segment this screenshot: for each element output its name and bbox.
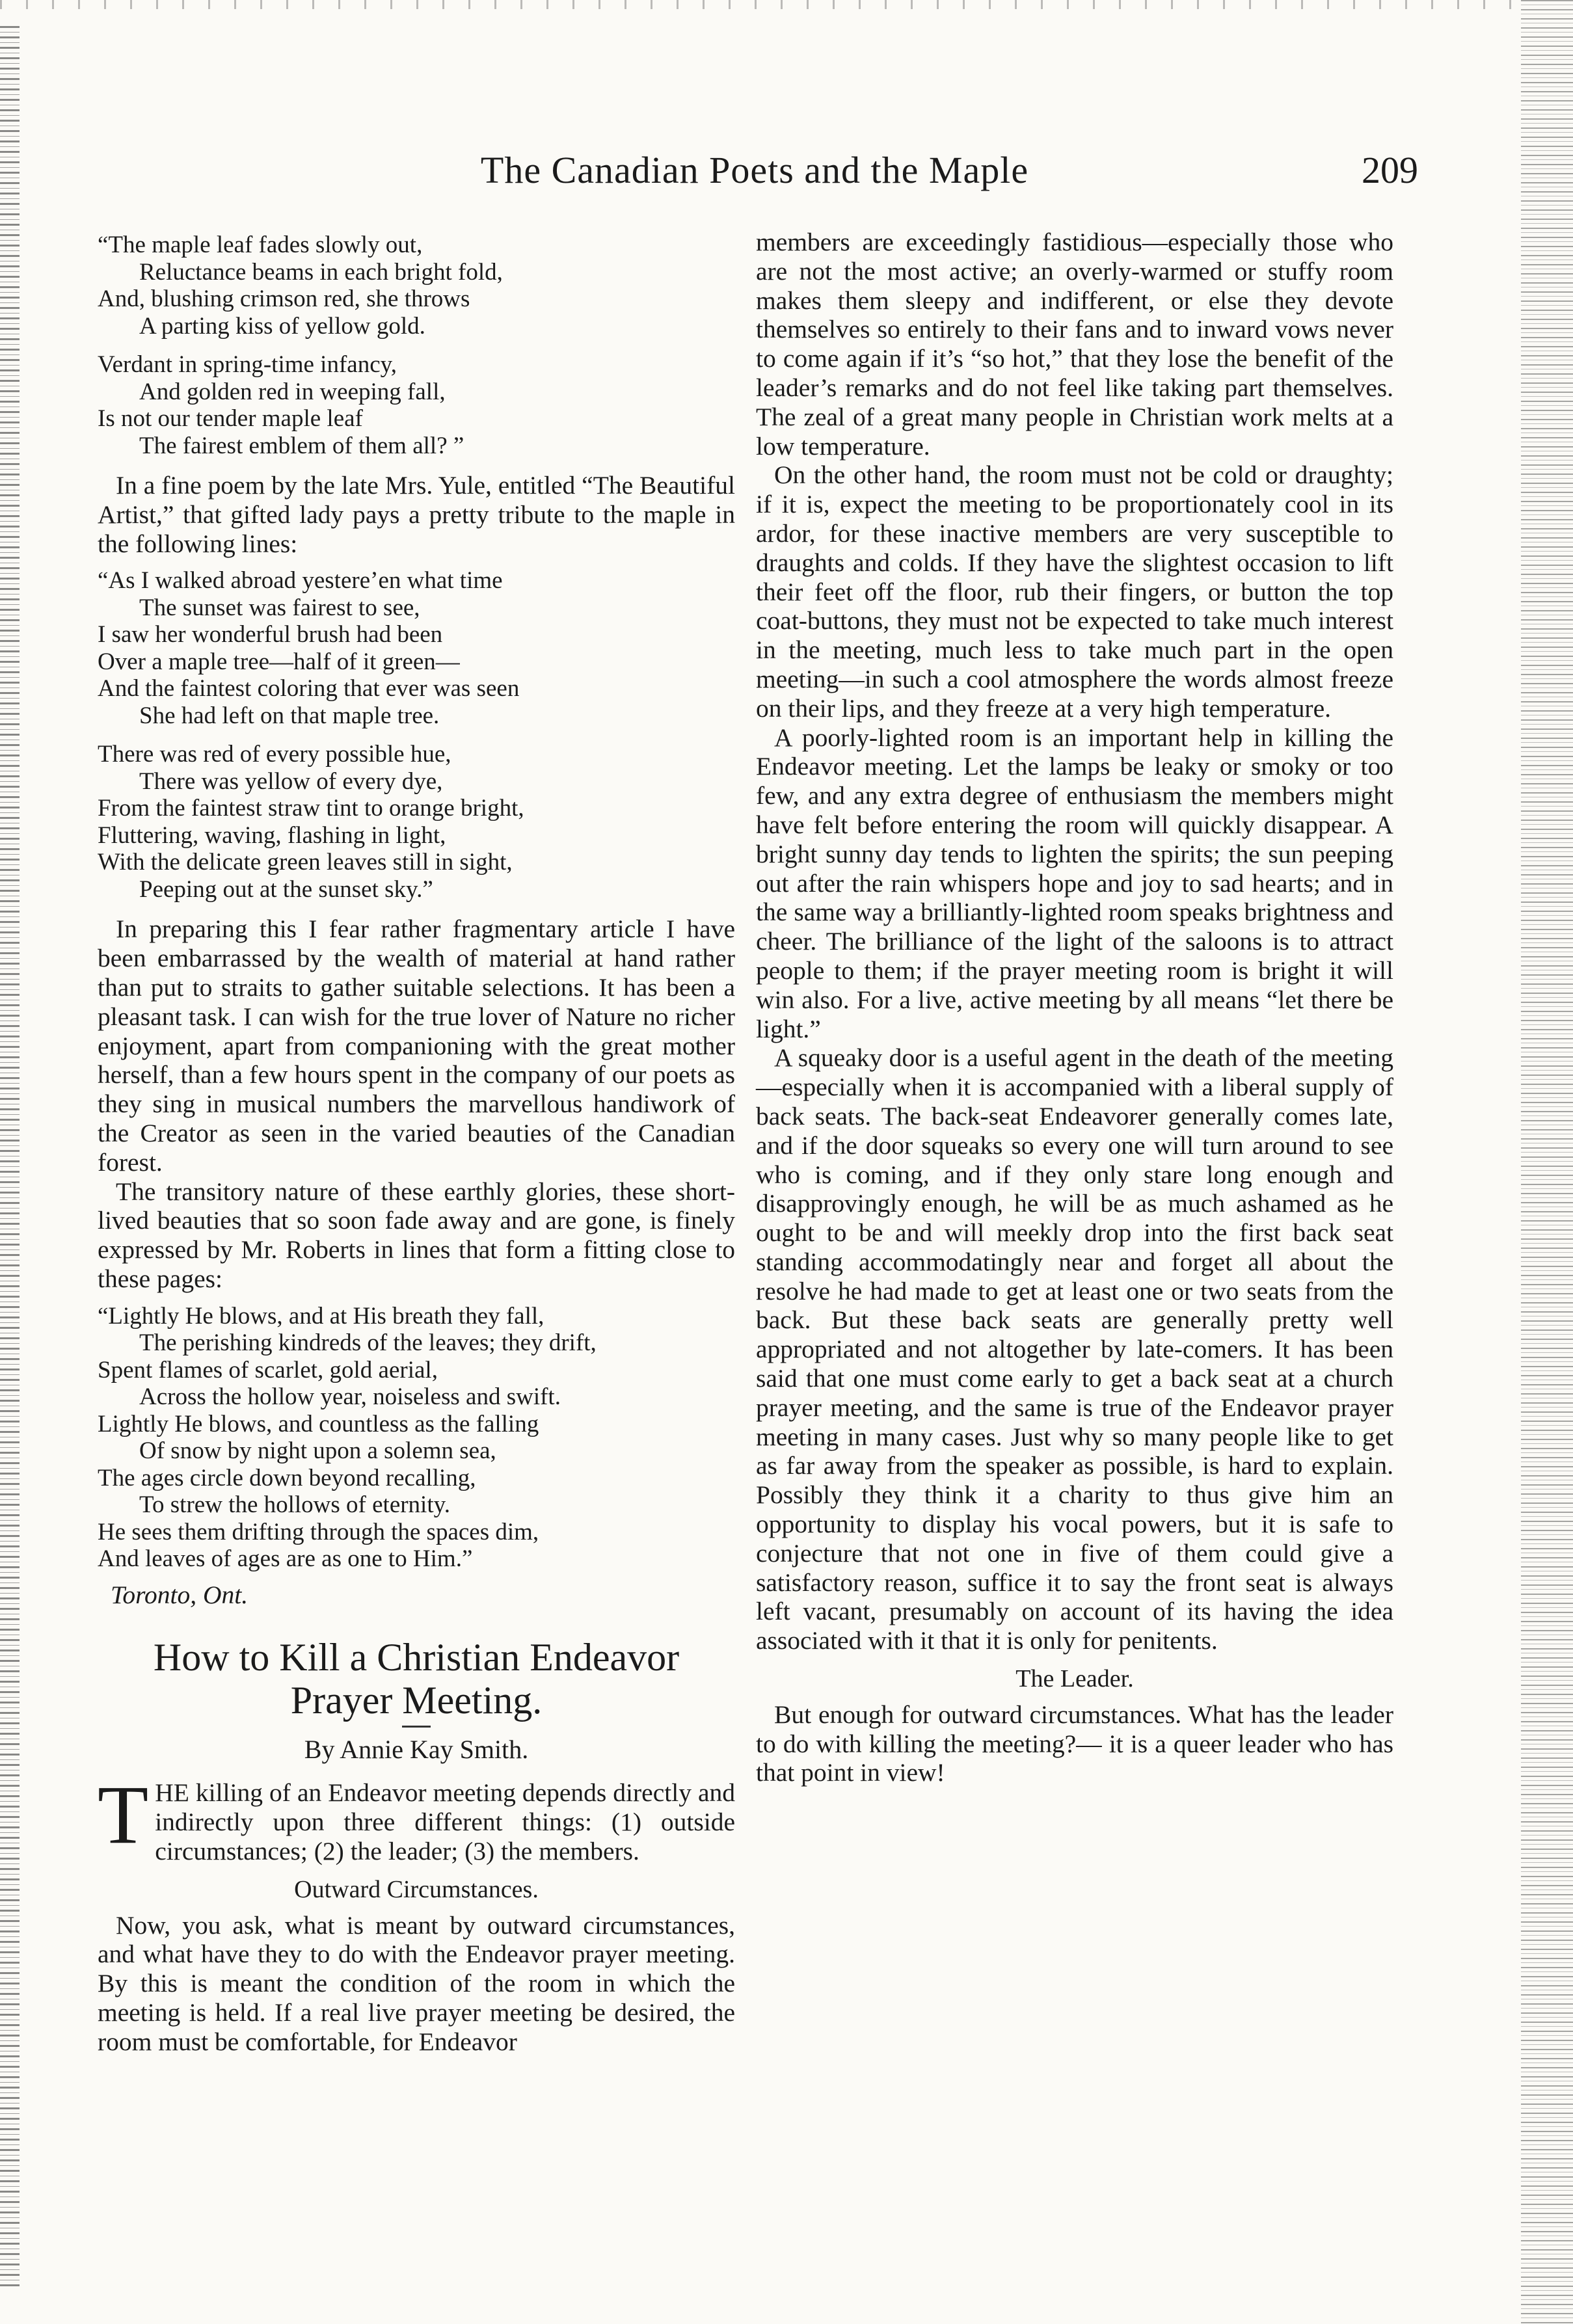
drop-cap: T [98, 1769, 149, 1862]
poem-line: Across the hollow year, noiseless and swift. [139, 1383, 561, 1411]
poem-line: Fluttering, waving, flashing in light, [98, 821, 446, 849]
article-title-line: Prayer Meeting. [290, 1678, 543, 1722]
poem-line: Over a maple tree—half of it green— [98, 648, 460, 675]
poem-line: Verdant in spring-time infancy, [98, 351, 397, 378]
poem-line: Is not our tender maple leaf [98, 405, 363, 432]
maple-poem [98, 232, 735, 459]
poem-line: There was yellow of every dye, [139, 768, 443, 795]
poem-line: “The maple leaf fades slowly out, [98, 232, 423, 258]
section-heading: The Leader. [1015, 1665, 1134, 1693]
poem-line: Of snow by night upon a solemn sea, [139, 1437, 496, 1465]
poem-line: Lightly He blows, and countless as the falling [98, 1410, 539, 1437]
paragraph: On the other hand, the room must not be cold or draughty; if it is, expect the meeting to be proportionately cool in its ardor, for these inactive members are very susceptible to draughts and colds. If they have the slightest occasion to lift their feet off the floor, rub their fingers, or button the top coat-buttons, they must not be expected to take much interest in the meeting, much less to take much part in the open meeting—in such a cool atmosphere the words almost freeze on their lips, and they freeze at a very high temperature. [756, 461, 1393, 723]
paragraph: A poorly-lighted room is an important help in killing the Endeavor meeting. Let the lamps be leaky or smoky or too few, and any extra degree of enthusiasm the members might have felt before entering the room will quickly disappear. A bright sunny day tends to lighten the spirits; the sun peeping out after the rain whispers hope and joy to sad hearts; and in the same way a brilliantly-lighted room speaks brightness and cheer. The brilliance of the light of the saloons is to attract people to them; if the prayer meeting room is bright it will win also. For a live, active meeting by all means “let there be light.” [756, 723, 1393, 1043]
poem-line: And leaves of ages are as one to Him.” [98, 1545, 473, 1573]
poem-line: “As I walked abroad yestere’en what time [98, 567, 503, 594]
poem-line: To strew the hollows of eternity. [139, 1491, 450, 1519]
yule-poem [98, 567, 735, 903]
poem-line: The sunset was fairest to see, [139, 594, 420, 621]
paragraph: Now, you ask, what is meant by outward circumstances, and what have they to do with the Endeavor prayer meeting. By this is meant the condition of the room in which the meeting is held. If a real live prayer meeting be desired, the room must be comfortable, for Endeavor [98, 1910, 735, 2056]
poem-stanza [98, 741, 735, 903]
drop-cap-text: HE killing of an Endeavor meeting depends directly and indirectly upon three different things: (1) outside circumstances; (2) the leader; (3) the members. [155, 1778, 735, 1865]
running-title: The Canadian Poets and the Maple [480, 149, 1029, 191]
poem-line: Spent flames of scarlet, gold aerial, [98, 1356, 438, 1383]
poem-line: From the faintest straw tint to orange bright, [98, 795, 524, 822]
paragraph: But enough for outward circumstances. What has the leader to do with killing the meeting?— it is a queer leader who has that point in view! [756, 1700, 1393, 1787]
poem-line: A parting kiss of yellow gold. [139, 312, 425, 340]
poem-line: And, blushing crimson red, she throws [98, 286, 470, 312]
poem-stanza [98, 351, 735, 459]
poem-stanza [98, 1303, 735, 1573]
poem-line: She had left on that maple tree. [139, 702, 440, 729]
paragraph: members are exceedingly fastidious—especially those who are not the most active; an overly-warmed or stuffy room makes them sleepy and indifferent, or else they devote themselves so entirely to their fans and to inward vows never to come again if it’s “so hot,” that they lose the benefit of the leader’s remarks and do not feel like taking part themselves. The zeal of a great many people in Christian work melts at a low temperature. [756, 228, 1393, 461]
poem-stanza [98, 567, 735, 729]
roberts-poem [98, 1303, 735, 1573]
poem-line: The ages circle down beyond recalling, [98, 1464, 476, 1491]
article-title [98, 1636, 735, 1722]
place-signoff: Toronto, Ont. [111, 1580, 249, 1609]
poem-line: He sees them drifting through the spaces dim, [98, 1518, 539, 1545]
scan-edge-left [0, 26, 20, 2290]
section-heading: Outward Circumstances. [294, 1875, 539, 1903]
poem-line: Peeping out at the sunset sky.” [139, 875, 433, 903]
paragraph: The transitory nature of these earthly glories, these short-lived beauties that so soon fade away and are gone, is finely expressed by Mr. Roberts in lines that form a fitting close to these pages: [98, 1177, 735, 1293]
paragraph: A squeaky door is a useful agent in the death of the meeting—especially when it is accompanied with a liberal supply of back seats. The back-seat Endeavorer generally comes late, and if the door squeaks so every one will turn around to see who is coming, and if they only stare long enough and disapprovingly enough, he will be as much ashamed as he ought to be and will meekly drop into the first back seat standing accommodatingly near and forget all about the resolve he had made to get at least one or two seats from the back. But these back seats are generally pretty well appropriated and not altogether by late-comers. It has been said that one must come early to get a back seat at a church prayer meeting, and the same is true of the Endeavor prayer meeting in many cases. Just why so many people like to get as far away from the speaker as possible, is hard to explain. Possibly they think it a charity to thus give him an opportunity to display his vocal powers, but it is safe to conjecture that not one in five of them could give a satisfactory reason, suffice it to say the front seat is always left vacant, presumably on account of its having the idea associated with it that it is only for penitents. [756, 1043, 1393, 1655]
poem-line: And golden red in weeping fall, [139, 378, 446, 405]
paragraph: In a fine poem by the late Mrs. Yule, entitled “The Beautiful Artist,” that gifted lady pays a pretty tribute to the maple in the following lines: [98, 471, 735, 558]
running-head [91, 148, 1418, 200]
byline: By Annie Kay Smith. [304, 1734, 529, 1764]
right-column [756, 228, 1393, 1787]
page-number: 209 [1362, 149, 1418, 191]
poem-line: Reluctance beams in each bright fold, [139, 258, 503, 286]
poem-line: And the faintest coloring that ever was seen [98, 675, 520, 702]
title-rule [402, 1726, 431, 1728]
article-title-line: How to Kill a Christian Endeavor [153, 1635, 680, 1679]
poem-line: I saw her wonderful brush had been [98, 621, 443, 648]
poem-stanza [98, 232, 735, 340]
poem-line: With the delicate green leaves still in sight, [98, 849, 513, 876]
poem-line: “Lightly He blows, and at His breath they fall, [98, 1302, 544, 1329]
left-column [98, 228, 735, 2057]
paragraph: In preparing this I fear rather fragmentary article I have been embarrassed by the wealth of material at hand rather than put to straits to gather suitable selections. It has been a pleasant task. I can wish for the true lover of Nature no richer enjoyment, apart from companioning with the great mother herself, than a few hours spent in the company of our poets as they sing in musical numbers the marvellous handiwork of the Creator as seen in the varied beauties of the Canadian forest. [98, 915, 735, 1177]
scan-edge-right [1521, 0, 1573, 2324]
scan-edge-top [0, 0, 1522, 9]
poem-line: The fairest emblem of them all? ” [139, 432, 464, 459]
paragraph [98, 1769, 735, 1865]
poem-line: There was red of every possible hue, [98, 741, 451, 768]
poem-line: The perishing kindreds of the leaves; they drift, [139, 1329, 597, 1357]
